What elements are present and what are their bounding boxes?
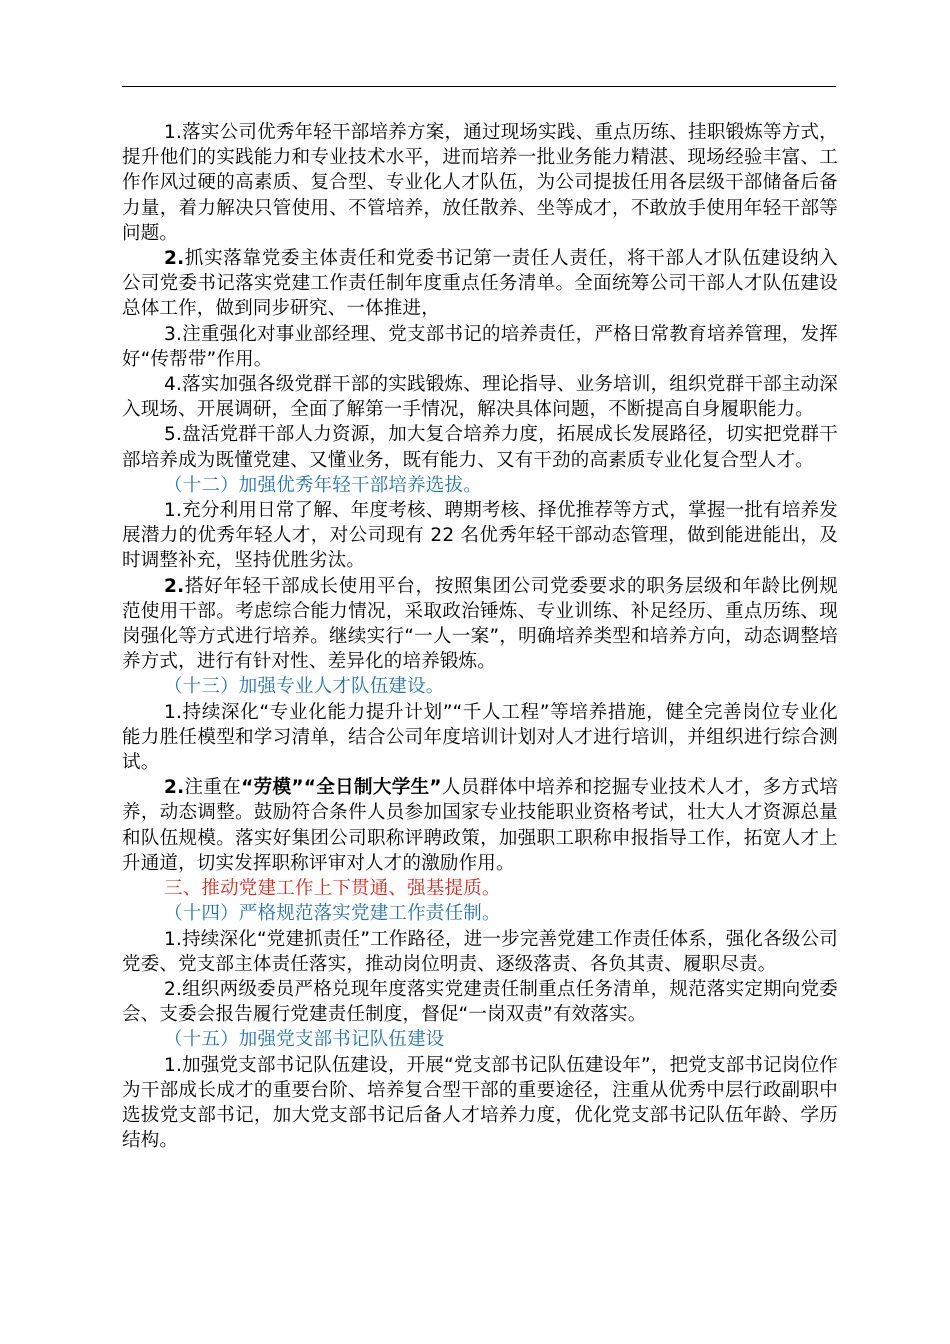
paragraph-9: 2.注重在“劳模”“全日制大学生”人员群体中培养和挖掘专业技术人才，多方式培养，动态调整。鼓励符合条件人员参加国家专业技能职业资格考试，壮大人才资源总量和队伍规模。落实好集团公司职称评聘政策，加强职工职称申报指导工作，拓宽人才上升通道，切实发挥职称评审对人才的激励作用。 — [122, 777, 838, 874]
paragraph-2: 2.抓实落靠党委主体责任和党委书记第一责任人责任，将干部人才队伍建设纳入公司党委书记落实党建工作责任制年度重点任务清单。全面统筹公司干部人才队伍建设总体工作，做到同步研究、一体推进， — [122, 248, 838, 320]
paragraph-12: 1.加强党支部书记队伍建设，开展“党支部书记队伍建设年”，把党支部书记岗位作为干部成长成才的重要台阶、培养复合型干部的重要途径，注重从优秀中层行政副职中选拔党支部书记，加大党支部书记后备人才培养力度，优化党支部书记队伍年龄、学历结构。 — [122, 1054, 838, 1152]
paragraph-11: 2.组织两级委员严格兑现年度落实党建责任制重点任务清单，规范落实定期向党委会、支委会报告履行党建责任制度，督促“一岗双责”有效落实。 — [122, 978, 838, 1026]
paragraph-10: 1.持续深化“党建抓责任”工作路径，进一步完善党建工作责任体系，强化各级公司党委、党支部主体责任落实，推动岗位明责、逐级落责、各负其责、履职尽责。 — [122, 928, 838, 975]
header-rule — [122, 86, 836, 87]
document-body — [122, 120, 838, 1153]
section-heading-15: （十五）加强党支部书记队伍建设 — [164, 1029, 445, 1051]
paragraph-8: 1.持续深化“专业化能力提升计划”“千人工程”等培养措施，健全完善岗位专业化能力胜任模型和学习清单，结合公司年度培训计划对人才进行培训，并组织进行综合测试。 — [122, 701, 838, 774]
paragraph-3: 3.注重强化对事业部经理、党支部书记的培养责任，严格日常教育培养管理，发挥好“传帮带”作用。 — [122, 323, 838, 370]
paragraph-7: 2.搭好年轻干部成长使用平台，按照集团公司党委要求的职务层级和年龄比例规范使用干部。考虑综合能力情况，采取政治锤炼、专业训练、补足经历、重点历练、现岗强化等方式进行培养。继续实行“一人一案”，明确培养类型和培养方向，动态调整培养方式，进行有针对性、差异化的培养锻炼。 — [122, 575, 838, 673]
paragraph-5: 5.盘活党群干部人力资源，加大复合培养力度，拓展成长发展路径，切实把党群干部培养成为既懂党建、又懂业务，既有能力、又有干劲的高素质专业化复合型人才。 — [122, 424, 838, 471]
chapter-heading-3: 三、推动党建工作上下贯通、强基提质。 — [164, 878, 501, 900]
section-heading-12: （十二）加强优秀年轻干部培养选拔。 — [164, 474, 482, 496]
section-heading-13: （十三）加强专业人才队伍建设。 — [164, 676, 445, 698]
section-heading-14: （十四）严格规范落实党建工作责任制。 — [164, 903, 501, 925]
paragraph-1: 1.落实公司优秀年轻干部培养方案，通过现场实践、重点历练、挂职锻炼等方式，提升他们的实践能力和专业技术水平，进而培养一批业务能力精湛、现场经验丰富、工作作风过硬的高素质、复合型、专业化人才队伍，为公司提拔任用各层级干部储备后备力量，着力解决只管使用、不管培养，放任散养、坐等成才，不敢放手使用年轻干部等问题。 — [122, 122, 838, 244]
paragraph-6: 1.充分利用日常了解、年度考核、聘期考核、择优推荐等方式，掌握一批有培养发展潜力的优秀年轻人才，对公司现有 22 名优秀年轻干部动态管理，做到能进能出，及时调整补充，坚持优胜劣汰。 — [122, 500, 838, 572]
paragraph-4: 4.落实加强各级党群干部的实践锻炼、理论指导、业务培训，组织党群干部主动深入现场、开展调研，全面了解第一手情况，解决具体问题，不断提高自身履职能力。 — [122, 374, 838, 421]
